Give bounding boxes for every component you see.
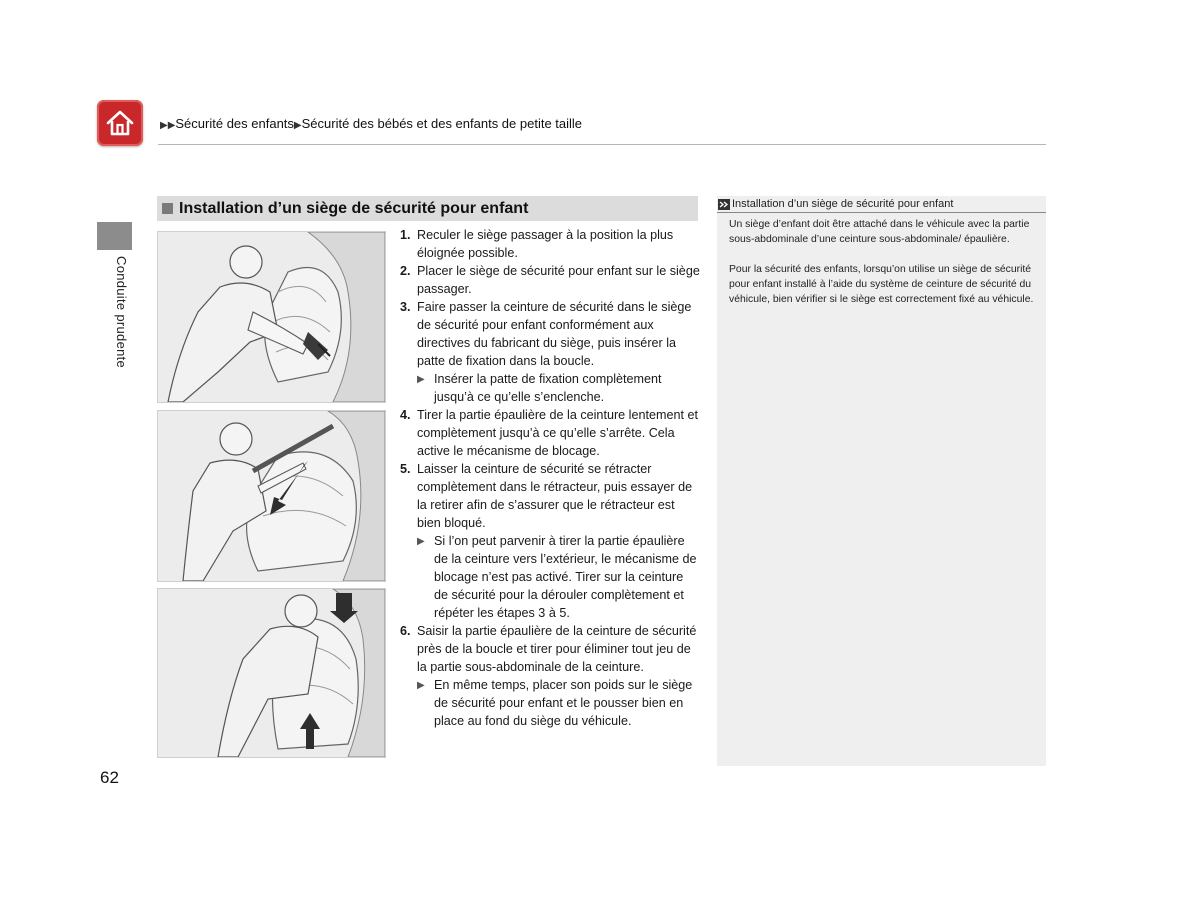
instruction-steps (400, 226, 700, 730)
sidebar-paragraph: Un siège d’enfant doit être attaché dans le véhicule avec la partie sous-abdominale d’une ceinture sous-abdominale/ épaulière. (729, 219, 1030, 245)
step-item (400, 262, 700, 298)
note-arrow-icon: ▶ (417, 536, 425, 547)
step-note (417, 676, 700, 730)
note-arrow-icon: ▶ (417, 680, 425, 691)
illustration-step-4-5 (157, 410, 386, 582)
step-item (400, 622, 700, 676)
step-number: 5. (400, 462, 411, 476)
breadcrumb (160, 116, 582, 131)
step-note (417, 532, 700, 622)
illustration-step-6 (157, 588, 386, 758)
note-text: Si l’on peut parvenir à tirer la partie épaulière de la ceinture vers l’extérieur, le mécanisme de blocage n’est pas activé. Tirer sur la ceinture de sécurité pour la dérouler complètement et répéter les étapes 3 à 5. (434, 534, 697, 620)
step-note (417, 370, 700, 406)
step-number: 6. (400, 624, 411, 638)
breadcrumb-arrow-icon: ▶ (293, 120, 302, 131)
section-title: Installation d’un siège de sécurité pour enfant (179, 199, 529, 217)
step-text: Reculer le siège passager à la position la plus éloignée possible. (417, 228, 674, 260)
step-text: Faire passer la ceinture de sécurité dans le siège de sécurité pour enfant conformément aux directives du fabricant du siège, puis insérer la patte de fixation dans la boucle. (417, 300, 692, 368)
sidebar-paragraph: Pour la sécurité des enfants, lorsqu’on utilise un siège de sécurité pour enfant installé à l’aide du système de ceinture de sécurité du véhicule, bien vérifier si le siège est correctement fixé au véhicule. (729, 264, 1034, 305)
step-text: Placer le siège de sécurité pour enfant sur le siège passager. (417, 264, 700, 296)
note-text: En même temps, placer son poids sur le siège de sécurité pour enfant et le pousser bien en place au fond du siège du véhicule. (434, 678, 693, 728)
step-number: 2. (400, 264, 411, 278)
step-text: Laisser la ceinture de sécurité se rétracter complètement dans le rétracteur, puis essayer de la retirer afin de s’assurer que le rétracteur est bien bloqué. (417, 462, 693, 530)
note-arrow-icon: ▶ (417, 374, 425, 385)
home-icon (105, 109, 135, 137)
chapter-label: Conduite prudente (114, 256, 129, 369)
breadcrumb-item-child-safety[interactable]: Sécurité des enfants (175, 116, 294, 131)
step-item (400, 298, 700, 370)
illustration-step-1-3 (157, 231, 386, 403)
reference-icon (718, 199, 730, 210)
step-number: 4. (400, 408, 411, 422)
step-text: Tirer la partie épaulière de la ceinture lentement et complètement jusqu’à ce qu’elle s’arrête. Cela active le mécanisme de blocage. (417, 408, 698, 458)
section-header (157, 196, 698, 221)
header-divider (158, 144, 1046, 145)
breadcrumb-item-infant-safety[interactable]: Sécurité des bébés et des enfants de petite taille (301, 116, 583, 131)
chapter-tab[interactable] (97, 222, 132, 250)
section-square-icon (162, 203, 173, 214)
home-button[interactable] (97, 100, 143, 146)
step-item (400, 226, 700, 262)
step-number: 1. (400, 228, 411, 242)
step-text: Saisir la partie épaulière de la ceinture de sécurité près de la boucle et tirer pour éliminer tout jeu de la partie sous-abdominale de la ceinture. (417, 624, 697, 674)
sidebar-body (729, 217, 1034, 322)
sidebar-title[interactable] (717, 196, 1046, 213)
step-item (400, 406, 700, 460)
step-number: 3. (400, 300, 411, 314)
sidebar-title-text: Installation d’un siège de sécurité pour enfant (732, 198, 954, 210)
step-item (400, 460, 700, 532)
note-text: Insérer la patte de fixation complètement jusqu’à ce qu’elle s’enclenche. (434, 372, 662, 404)
page-number: 62 (100, 768, 119, 787)
breadcrumb-arrow-icon: ▶▶ (160, 120, 176, 131)
